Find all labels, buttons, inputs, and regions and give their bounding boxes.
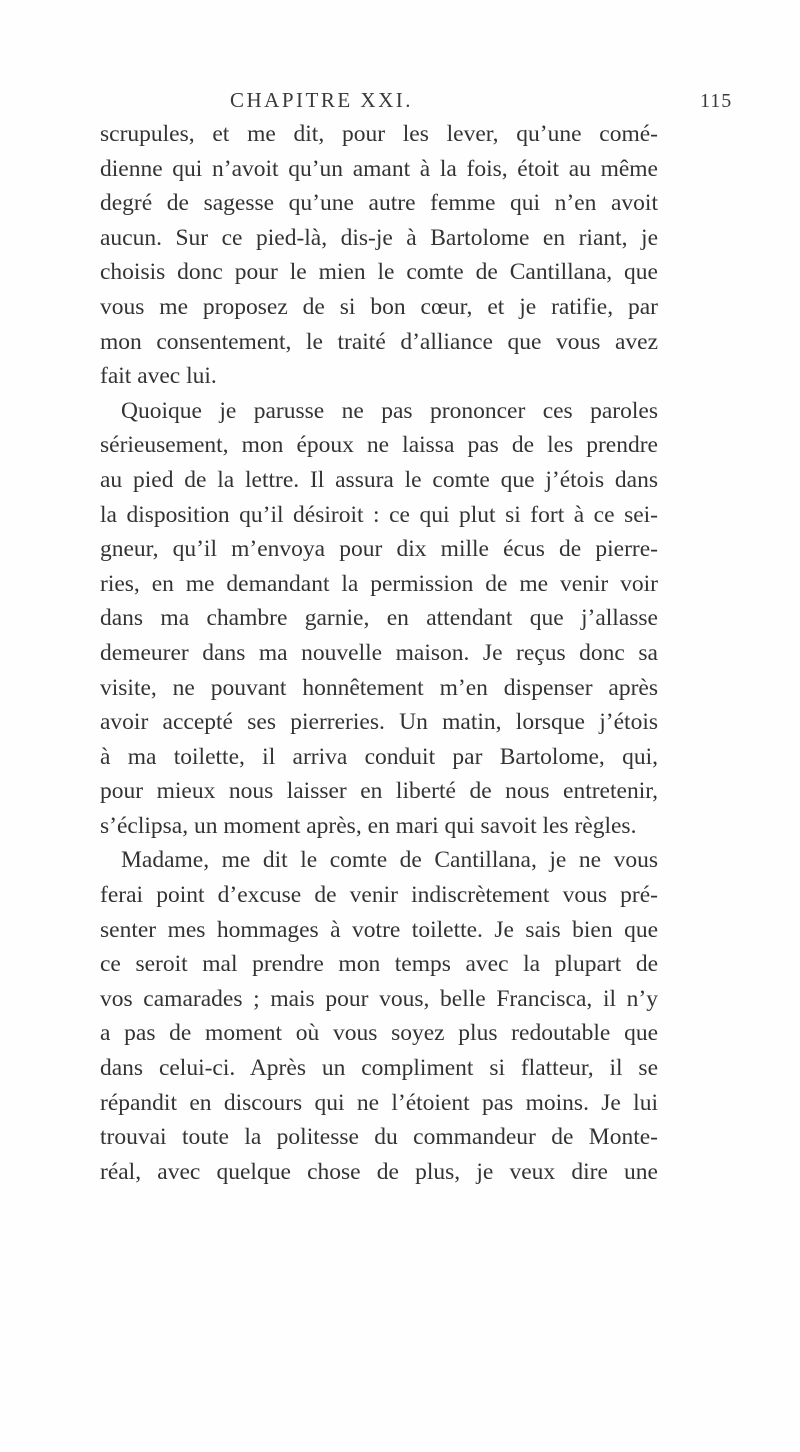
text-line: dans celui-ci. Après un compliment si flatteur, il se: [100, 1055, 658, 1082]
text-line: fait avec lui.: [100, 363, 217, 390]
text-line: ferai point d’excuse de venir indiscrètement vous pré-: [100, 882, 658, 909]
text-line: gneur, qu’il m’envoya pour dix mille écus de pierre-: [100, 536, 658, 563]
text-line: réal, avec quelque chose de plus, je veux dire une: [100, 1158, 658, 1185]
text-line: ce seroit mal prendre mon temps avec la plupart de: [100, 951, 658, 978]
paragraph-start-line: Quoique je parusse ne pas prononcer ces paroles: [121, 397, 658, 424]
text-line: sérieusement, mon époux ne laissa pas de les prendre: [100, 432, 658, 459]
paragraph-start-line: Madame, me dit le comte de Cantillana, je ne vous: [121, 847, 658, 874]
text-line: dienne qui n’avoit qu’un amant à la fois, étoit au même: [100, 155, 658, 182]
text-line: s’éclipsa, un moment après, en mari qui savoit les règles.: [100, 812, 637, 839]
text-line: ries, en me demandant la permission de me venir voir: [100, 570, 658, 597]
text-line: scrupules, et me dit, pour les lever, qu’une comé-: [100, 121, 658, 147]
text-line: pour mieux nous laisser en liberté de nous entretenir,: [100, 778, 658, 805]
text-line: à ma toilette, il arriva conduit par Bartolome, qui,: [100, 743, 658, 770]
body-text: [100, 117, 658, 1189]
text-line: avoir accepté ses pierreries. Un matin, lorsque j’étois: [100, 709, 658, 736]
running-head: [0, 88, 800, 118]
text-line: mon consentement, le traité d’alliance que vous avez: [100, 328, 658, 355]
text-line: vous me proposez de si bon cœur, et je ratifie, par: [100, 293, 658, 320]
text-line: choisis donc pour le mien le comte de Cantillana, que: [100, 259, 658, 286]
text-line: dans ma chambre garnie, en attendant que j’allasse: [100, 605, 658, 632]
text-line: vos camarades ; mais pour vous, belle Francisca, il n’y: [100, 985, 658, 1012]
text-line: visite, ne pouvant honnêtement m’en dispenser après: [100, 674, 658, 701]
text-line: demeurer dans ma nouvelle maison. Je reçus donc sa: [100, 639, 658, 666]
text-line: degré de sagesse qu’une autre femme qui n’en avoit: [100, 190, 658, 217]
text-line: aucun. Sur ce pied-là, dis-je à Bartolome en riant, je: [100, 224, 658, 251]
page-number: 115: [700, 90, 733, 112]
text-line: répandit en discours qui ne l’étoient pas moins. Je lui: [100, 1089, 658, 1116]
text-line: trouvai toute la politesse du commandeur de Monte-: [100, 1124, 658, 1151]
text-line: la disposition qu’il désiroit : ce qui plut si fort à ce sei-: [100, 501, 658, 528]
chapter-title: CHAPITRE XXI.: [230, 88, 413, 112]
text-line: au pied de la lettre. Il assura le comte que j’étois dans: [100, 466, 658, 493]
text-line: senter mes hommages à votre toilette. Je sais bien que: [100, 916, 658, 943]
text-line: a pas de moment où vous soyez plus redoutable que: [100, 1020, 658, 1047]
